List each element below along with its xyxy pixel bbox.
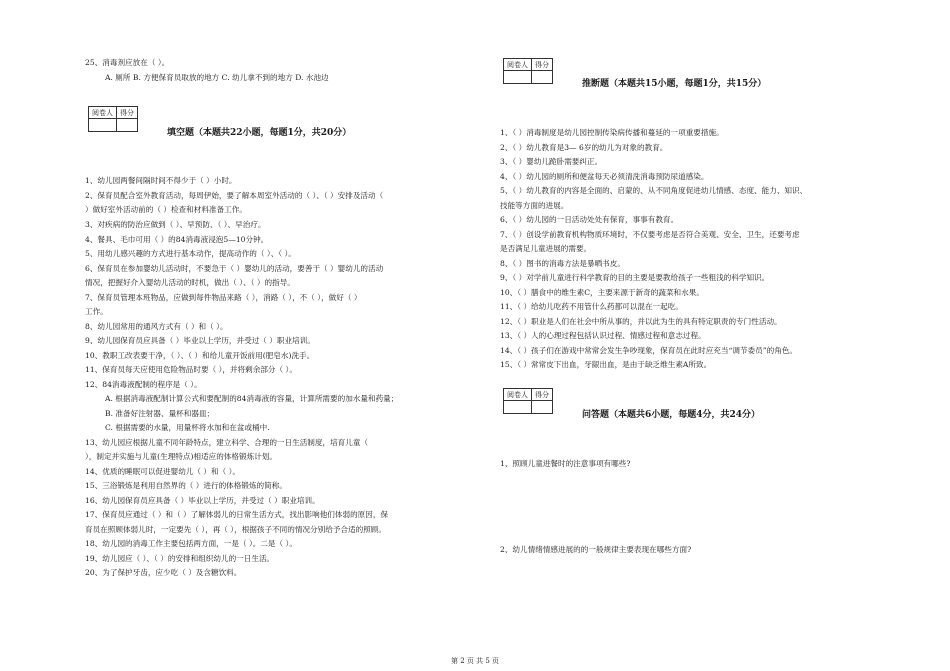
fill-line: 7、保育员管理本班物品，应做到每件物品来路（ ），消路（ ），不（ ），做好（ ）: [85, 293, 362, 302]
judgment-line: 12、（ ）职业是人们在社会中所从事的，并以此为生的具有特定职责的专门性活动。: [500, 317, 782, 326]
question-25-options: A. 厕所 B. 方便保育员取放的地方 C. 幼儿拿不到的地方 D. 水池边: [105, 73, 329, 82]
question-25: 25、消毒剂应放在（ ）。: [85, 58, 170, 67]
score-label: 得分: [532, 59, 553, 71]
fill-line: 8、幼儿园常用的通风方式有（ ）和（ ）。: [85, 322, 228, 331]
judgment-line: 8、（ ）图书的消毒方法是暴晒书皮。: [500, 259, 625, 268]
judgment-line: 6、（ ）幼儿园的一日活动处处有保育，事事有教育。: [500, 215, 679, 224]
judgment-line: 1、（ ）消毒制度是幼儿园控制传染病传播和蔓延的一项重要措施。: [500, 128, 724, 137]
fill-line: 15、三浴锻炼是利用自然界的（ ）进行的体格锻炼的简称。: [85, 481, 287, 490]
score-cell: [532, 71, 553, 84]
fill-line: 3、对疾病的防治应做到（ ）、早预防、（ ）、早治疗。: [85, 220, 266, 229]
judgment-line: 14、（ ）孩子们在游戏中常常会发生争吵现象，保育员在此时应充当“调节委员”的角色。: [500, 346, 798, 355]
qa-section-title: 问答题（本题共6小题，每题4分，共24分）: [582, 410, 761, 420]
score-cell: [117, 119, 138, 132]
fill-line: 4、餐具、毛巾可用（ ）的84消毒液浸泡5—10分钟。: [85, 235, 269, 244]
judgment-line: 2、（ ）幼儿教育是3— 6岁的幼儿为对象的教育。: [500, 143, 668, 152]
fill-blank-section-title: 填空题（本题共22小题，每题1分，共20分）: [167, 128, 352, 138]
judgment-section-title: 推断题（本题共15小题，每题1分，共15分）: [582, 79, 767, 89]
score-label: 得分: [117, 107, 138, 119]
qa-question-2: 2、幼儿情绪情感进展的的一般规律主要表现在哪些方面?: [500, 545, 692, 554]
fill-line: 2、保育员配合室外教育活动，每周伊始，要了解本周室外活动的（ ）、（ ）安排及活动（: [85, 191, 384, 200]
judgment-line: 11、（ ）给幼儿吃药不用管什么药都可以混在一起吃。: [500, 302, 683, 311]
fill-line: 12、84消毒液配制的程序是（ ）。: [85, 380, 202, 389]
judgment-line: 7、（ ）创设学前教育机构物质环境时，不仅要考虑是否符合美观、安全、卫生，还要考虑: [500, 230, 800, 239]
judgment-line: 9、（ ）对学前儿童进行科学教育的目的主要是要教给孩子一些粗浅的科学知识。: [500, 273, 770, 282]
fill-line: 19、幼儿园应（ ）、（ ）的安排和组织幼儿的一日生活。: [85, 554, 275, 563]
judgment-line: 3、（ ）婴幼儿跪卧需要纠正。: [500, 157, 603, 166]
score-label: 得分: [532, 389, 553, 401]
reviewer-label: 阅卷人: [89, 107, 117, 119]
fill-line: 育员在照顾体弱儿时，一定要先（ ），再（ ），根据孩子不同的情况分别给予合适的照顾。: [85, 525, 386, 534]
reviewer-cell: [504, 401, 532, 414]
reviewer-cell: [89, 119, 117, 132]
judgment-line: 4、（ ）幼儿园的厕所和便盆每天必须清洗消毒预防尿道感染。: [500, 172, 709, 181]
judgment-line: 10、（ ）膳食中的维生素C，主要来源于新奇的蔬菜和水果。: [500, 288, 704, 297]
fill-line: ），制定并实施与儿童(生理特点)相适应的体格锻炼计划。: [85, 452, 277, 461]
fill-line: 1、幼儿园两餐间隔时间不得少于（ ）小时。: [85, 176, 237, 185]
fill-option-b: B. 准备好注射器、量杯和器皿；: [105, 409, 215, 418]
fill-line: 6、保育员在参加婴幼儿活动时，不要急于（ ）婴幼儿的活动，要善于（ ）婴幼儿的活动: [85, 264, 384, 273]
fill-line: 10、教职工改表要干净，（ ）、（ ）和给儿童开饭前用(肥皂水)洗手。: [85, 351, 315, 360]
fill-line: 9、幼儿园保育员应具备（ ）毕业以上学历，并受过（ ）职业培训。: [85, 336, 315, 345]
judgment-line: 是否满足儿童进展的需要。: [500, 244, 592, 253]
judgment-line: 5、（ ）幼儿教育的内容是全面的、启蒙的、从不同角度促进幼儿情感、态度、能力、知识、: [500, 186, 808, 195]
fill-option-c: C. 根据需要的水量，用量杯将水加和在盆或桶中.: [105, 423, 270, 432]
fill-line: 11、保育员每天应使用危险物品时要（ ），并将剩余部分（ ）。: [85, 365, 297, 374]
judgment-line: 13、（ ）人的心理过程包括认识过程、情感过程和意志过程。: [500, 331, 706, 340]
judgment-line: 15、（ ）常常皮下出血，牙龈出血，是由于缺乏维生素A所致。: [500, 360, 712, 369]
score-box: [503, 388, 553, 414]
fill-option-a: A. 根据消毒液配制计算公式和要配制的84消毒液的容量，计算所需要的加水量和药量；: [105, 394, 399, 403]
reviewer-cell: [504, 71, 532, 84]
reviewer-label: 阅卷人: [504, 59, 532, 71]
fill-line: 工作。: [85, 307, 108, 316]
qa-question-1: 1、照顾儿童进餐时的注意事项有哪些?: [500, 459, 631, 468]
score-cell: [532, 401, 553, 414]
judgment-line: 技能等方面的进展。: [500, 201, 569, 210]
score-box: [88, 106, 138, 132]
fill-line: 14、优质的睡眠可以促进婴幼儿（ ）和（ ）。: [85, 467, 240, 476]
fill-line: ）做好室外活动前的（ ）检查和材料准备工作。: [85, 205, 247, 214]
fill-line: 13、幼儿园应根据儿童不同年龄特点，建立科学、合理的一日生活制度，培育儿童（: [85, 438, 369, 447]
fill-line: 16、幼儿园保育员应具备（ ）毕业以上学历，并受过（ ）职业培训。: [85, 496, 320, 505]
fill-line: 5、用幼儿感兴趣的方式进行基本动作，提高动作的（ ）、（ ）。: [85, 249, 296, 258]
fill-line: 18、幼儿园的消毒工作主要包括两方面，一是（ ）。二是（ ）。: [85, 539, 297, 548]
page-footer: 第 2 页 共 5 页: [450, 657, 500, 665]
fill-line: 20、为了保护牙齿，应少吃（ ）及含糖饮料。: [85, 568, 242, 577]
reviewer-label: 阅卷人: [504, 389, 532, 401]
fill-line: 情况，把握好介入婴幼儿活动的时机，做出（ ）、（ ）的指导。: [85, 278, 295, 287]
fill-line: 17、保育员应通过（ ）和（ ）了解体弱儿的日常生活方式，找出影响他们体弱的原因，保: [85, 510, 389, 519]
score-box: [503, 58, 553, 84]
